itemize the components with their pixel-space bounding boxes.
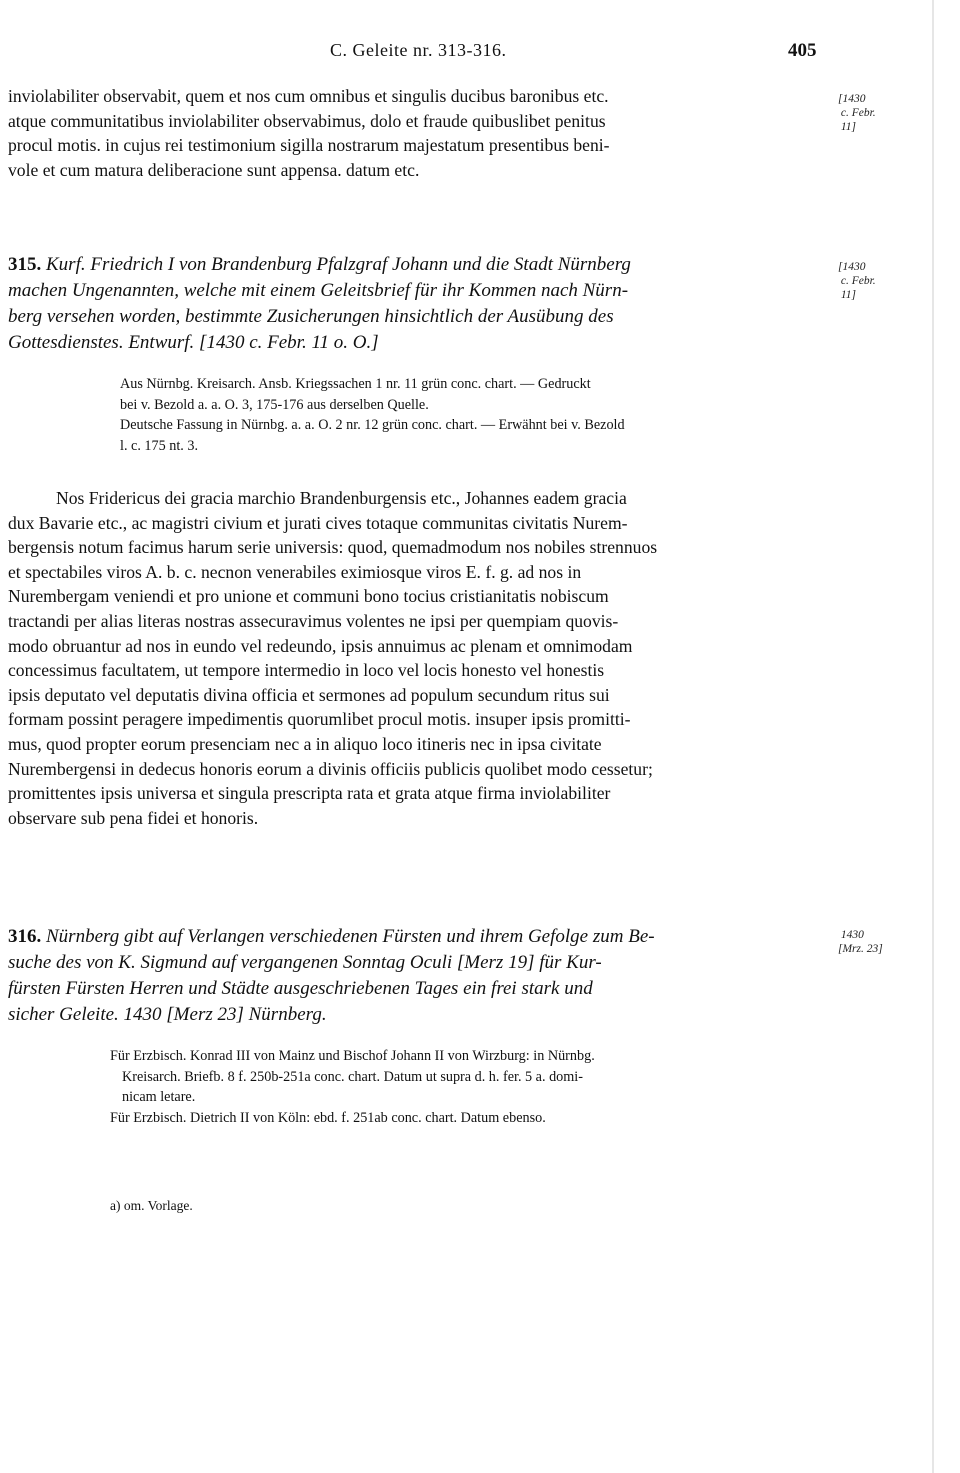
source-line: nicam letare. (122, 1089, 196, 1106)
heading-line: sicher Geleite. 1430 [Merz 23] Nürnberg. (8, 1004, 327, 1025)
source-line: Aus Nürnbg. Kreisarch. Ansb. Kriegssachen 1 nr. 11 grün conc. chart. — Gedruckt (120, 376, 591, 392)
text-line: dux Bavarie etc., ac magistri civium et jurati cives totaque communitas civitatis Nurem- (8, 512, 628, 533)
heading-line: suche des von K. Sigmund auf vergangenen Sonntag Oculi [Merz 19] für Kur- (8, 952, 602, 973)
text-line: Nos Fridericus dei gracia marchio Brandenburgensis etc., Johannes eadem gracia (56, 488, 627, 508)
document-316-heading (8, 924, 828, 1028)
text-line: formam possint peragere impedimentis quorumlibet procul motis. insuper ipsis promitti- (8, 709, 631, 730)
margin-date-note: [1430 c. Febr. 11] (838, 93, 876, 133)
source-line: l. c. 175 nt. 3. (120, 437, 199, 454)
text-line: modo obruantur ad nos in eundo vel redeundo, ipsis annuimus ac plenam et omnimodam (8, 635, 633, 656)
document-315-heading (8, 252, 828, 356)
running-header (0, 40, 960, 64)
text-line: Nurembergam veniendi et pro unione et communi bono tocius cristianitatis nobiscum (8, 586, 609, 607)
text-line: procul motis. in cujus rei testimonium sigilla nostrarum majestatum presentibus beni- (8, 135, 610, 156)
text-line: atque communitatibus inviolabiliter observabimus, dolo et fraude quibuslibet penitus (8, 110, 606, 131)
page-number: 405 (788, 40, 817, 61)
source-line: Kreisarch. Briefb. 8 f. 250b-251a conc. chart. Datum ut supra d. h. fer. 5 a. domi- (122, 1068, 583, 1085)
continuation-paragraph (8, 84, 826, 182)
text-line: mus, quod propter eorum presenciam nec a in aliquo loco itineris nec in ipsa civitate (8, 733, 602, 754)
heading-line: machen Ungenannten, welche mit einem Geleitsbrief für ihr Kommen nach Nürn- (8, 280, 629, 301)
text-line: vole et cum matura deliberacione sunt appensa. datum etc. (8, 159, 420, 180)
margin-date-note: 1430 [Mrz. 23] (838, 929, 883, 955)
running-title: C. Geleite nr. 313-316. (330, 40, 507, 60)
heading-line: berg versehen worden, bestimmte Zusicherungen hinsichtlich der Ausübung des (8, 306, 614, 327)
source-apparatus-315 (120, 374, 830, 456)
document-number: 316. (8, 926, 42, 947)
text-line: bergensis notum facimus harum serie universis: quod, quemadmodum nos nobiles strennuos (8, 537, 658, 558)
text-line: promittentes ipsis universa et singula prescripta rata et grata atque firma inviolabiliter (8, 783, 611, 804)
text-line: Nurembergensi in dedecus honoris eorum a divinis officiis publicis quolibet modo cessetur; (8, 758, 653, 779)
text-line: et spectabiles viros A. b. c. necnon venerabiles eximiosque viros E. f. g. ad nos in (8, 561, 582, 582)
page-edge (932, 0, 934, 1473)
text-line: inviolabiliter observabit, quem et nos cum omnibus et singulis ducibus baronibus etc. (8, 86, 609, 106)
footnote: a) om. Vorlage. (110, 1198, 193, 1213)
source-line: Für Erzbisch. Konrad III von Mainz und Bischof Johann II von Wirzburg: in Nürnbg. (110, 1048, 595, 1064)
source-apparatus-316 (110, 1046, 820, 1128)
text-line: observare sub pena fidei et honoris. (8, 807, 259, 828)
heading-line (8, 924, 828, 950)
source-line: Deutsche Fassung in Nürnbg. a. a. O. 2 nr. 12 grün conc. chart. — Erwähnt bei v. Bezold (120, 417, 625, 434)
source-line: bei v. Bezold a. a. O. 3, 175-176 aus derselben Quelle. (120, 396, 429, 413)
document-315-body (8, 486, 826, 830)
heading-line: Gottesdienstes. Entwurf. [1430 c. Febr. 11 o. O.] (8, 332, 379, 353)
heading-line: fürsten Fürsten Herren und Städte ausgeschriebenen Tages ein frei stark und (8, 978, 593, 999)
heading-text: Kurf. Friedrich I von Brandenburg Pfalzgraf Johann und die Stadt Nürnberg (46, 254, 631, 275)
heading-line (8, 252, 828, 278)
heading-text: Nürnberg gibt auf Verlangen verschiedenen Fürsten und ihrem Gefolge zum Be- (46, 926, 655, 947)
text-line: tractandi per alias literas nostras assecuravimus volentes ne ipsi per quempiam quovis- (8, 610, 619, 631)
document-number: 315. (8, 254, 42, 275)
margin-date-note: [1430 c. Febr. 11] (838, 261, 876, 301)
source-line: Für Erzbisch. Dietrich II von Köln: ebd. f. 251ab conc. chart. Datum ebenso. (110, 1109, 546, 1126)
text-line: ipsis deputato vel deputatis divina officia et sermones ad populum secundum ritus sui (8, 684, 610, 705)
text-line: concessimus facultatem, ut tempore intermedio in loco vel locis honesto vel honestis (8, 660, 605, 681)
